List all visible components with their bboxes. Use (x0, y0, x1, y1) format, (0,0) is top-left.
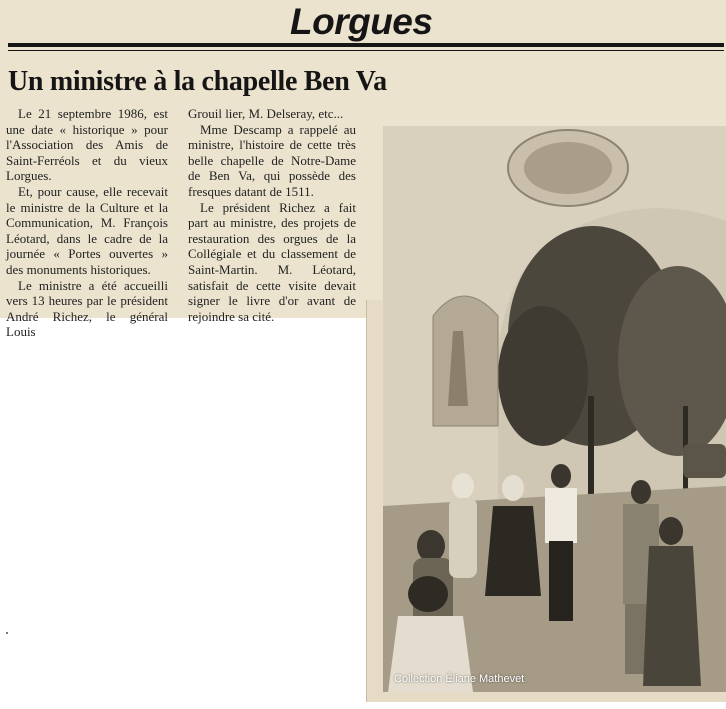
speck (6, 632, 8, 634)
article-column-2 (188, 106, 356, 324)
section-rule (8, 43, 724, 47)
paragraph: Le 21 septembre 1986, est une date « historique » pour l'Association des Amis de Saint-Ferréols et du vieux Lorgues. (6, 106, 168, 184)
paragraph: Mme Descamp a rappelé au ministre, l'histoire de cette très belle chapelle de Notre-Dame de Ben Va, qui possède des fresques datant de 1511. (188, 121, 356, 199)
photo-illustration (383, 126, 726, 692)
article-headline: Un ministre à la chapelle Ben Va (8, 66, 387, 97)
paragraph: Le président Richez a fait part au ministre, des projets de restauration des orgues de la Collégiale et du classement de Saint-Martin. M. Léotard, satisfait de cette visite devait signer le livre d'or avant de rejoindre sa cité. (188, 199, 356, 324)
section-title: Lorgues (290, 1, 433, 42)
chapel-photograph (383, 126, 726, 692)
section-rule-thin (8, 50, 724, 51)
paragraph: Et, pour cause, elle recevait le ministre de la Culture et la Communication, M. François Léotard, dans le cadre de la journée « Portes ouvertes » des monuments historiques. (6, 183, 168, 277)
paragraph: Le ministre a été accueilli vers 13 heures par le président André Richez, le général Louis (6, 277, 168, 340)
article-column-1 (6, 106, 168, 340)
paragraph: Grouil lier, M. Delseray, etc... (188, 106, 344, 121)
photo-watermark: Collection Éliane Mathevet (394, 673, 525, 685)
